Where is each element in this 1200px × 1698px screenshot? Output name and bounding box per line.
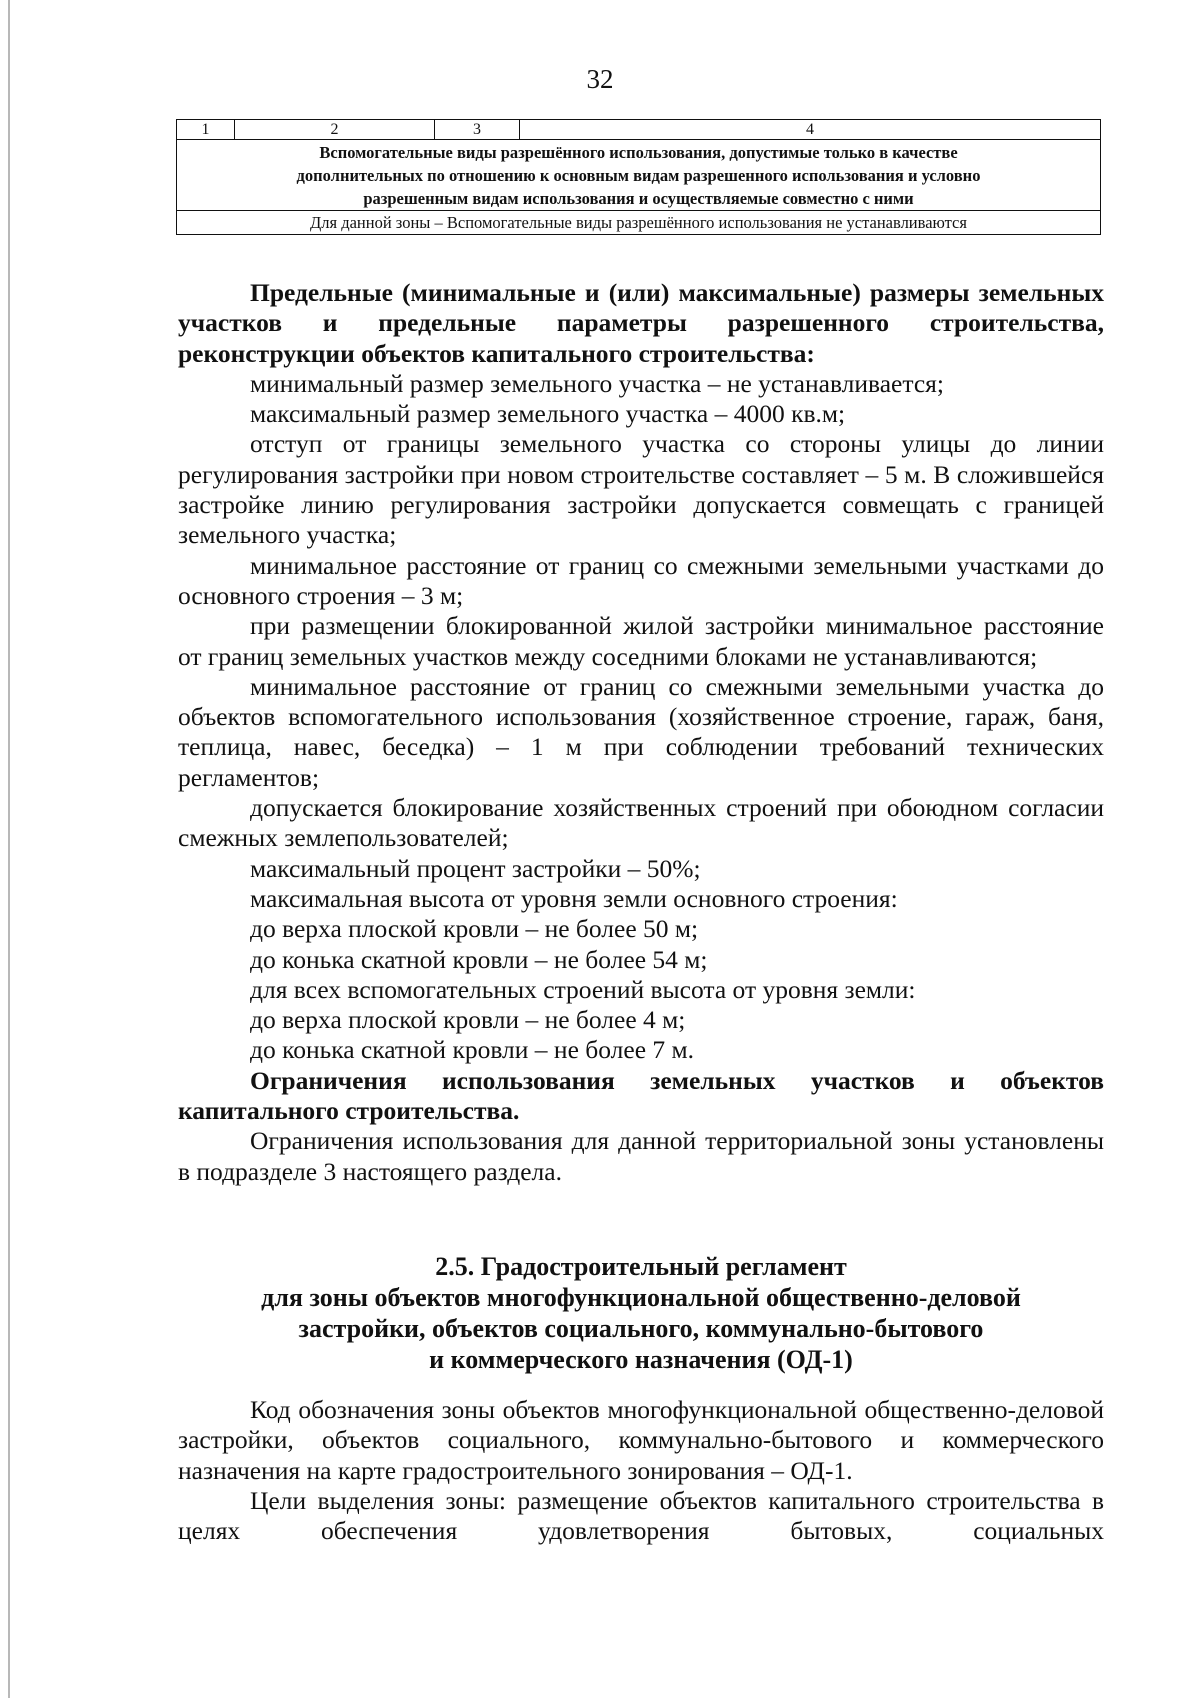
section-title-line: застройки, объектов социального, коммунально-бытового — [298, 1314, 984, 1343]
limit-item: для всех вспомогательных строений высота от уровня земли: — [250, 974, 916, 1004]
table-header-cell: 3 — [435, 120, 520, 140]
limit-item: максимальный процент застройки – 50%; — [250, 853, 701, 883]
page-number: 32 — [586, 64, 614, 94]
limit-item: до верха плоской кровли – не более 4 м; — [250, 1005, 686, 1035]
limit-item: допускается блокирование хозяйственных строений при обоюдном согласии смежных землепользователей; — [178, 793, 1104, 853]
limit-item: до конька скатной кровли – не более 54 м; — [250, 944, 708, 974]
table-header-cell: 1 — [177, 120, 235, 140]
table-subheading-line: дополнительных по отношению к основным видам разрешенного использования и условно — [296, 166, 981, 185]
table-note-row — [177, 211, 1101, 235]
table-subheading-line: разрешенным видам использования и осуществляемые совместно с ними — [363, 189, 914, 208]
section-title — [178, 1251, 1104, 1375]
limit-item: минимальное расстояние от границ со смежными земельными участка до объектов вспомогательного использования (хозяйственное строение, гараж, баня, теплица, навес, беседка) – 1 м при соблюдении требований технических регламентов; — [178, 671, 1104, 792]
table-header-row — [177, 120, 1101, 140]
restrictions-text: Ограничения использования для данной территориальной зоны установлены в подразделе 3 настоящего раздела. — [178, 1126, 1104, 1186]
table-subheading — [177, 140, 1101, 211]
limits-heading: Предельные (минимальные и (или) максимальные) размеры земельных участков и предельные параметры разрешенного строительства, реконструкции объектов капитального строительства: — [178, 278, 1104, 368]
limit-item: до конька скатной кровли – не более 7 м. — [250, 1035, 695, 1065]
table-header-cell: 2 — [235, 120, 435, 140]
zone-code-paragraph: Код обозначения зоны объектов многофункциональной общественно-деловой застройки, объектов социального, коммунально-бытового и коммерческого назначения на карте градостроительного зонирования – ОД-1. — [178, 1395, 1104, 1485]
limit-item: при размещении блокированной жилой застройки минимальное расстояние от границ земельных участков между соседними блоками не устанавливаются; — [178, 611, 1104, 671]
limit-item: минимальное расстояние от границ со смежными земельными участками до основного строения – 3 м; — [178, 550, 1104, 610]
limit-item: минимальный размер земельного участка – не устанавливается; — [250, 368, 944, 398]
table-note: Для данной зоны – Вспомогательные виды разрешённого использования не устанавливаются — [177, 211, 1101, 235]
table-subheading-row — [177, 140, 1101, 211]
section-title-line: и коммерческого назначения (ОД-1) — [429, 1345, 853, 1374]
zone-goals-paragraph: Цели выделения зоны: размещение объектов капитального строительства в целях обеспечения удовлетворения бытовых, социальных — [178, 1485, 1104, 1546]
restrictions-heading: Ограничения использования земельных участков и объектов капитального строительства. — [178, 1065, 1104, 1126]
limits-block — [178, 278, 1104, 1187]
table-subheading-line: Вспомогательные виды разрешённого использования, допустимые только в качестве — [319, 143, 958, 162]
table-header-cell: 4 — [520, 120, 1101, 140]
zone-description-block — [178, 1395, 1104, 1546]
limit-item: до верха плоской кровли – не более 50 м; — [250, 914, 699, 944]
limit-item: максимальная высота от уровня земли основного строения: — [250, 883, 898, 913]
limit-item: максимальный размер земельного участка – 4000 кв.м; — [250, 399, 846, 429]
section-title-line: для зоны объектов многофункциональной общественно-деловой — [261, 1283, 1021, 1312]
section-title-line: 2.5. Градостроительный регламент — [435, 1252, 847, 1281]
regulation-table — [176, 119, 1101, 235]
scan-edge-line — [8, 0, 10, 1698]
limit-item: отступ от границы земельного участка со стороны улицы до линии регулирования застройки при новом строительстве составляет – 5 м. В сложившейся застройке линию регулирования застройки допускается совмещать с границей земельного участка; — [178, 429, 1104, 550]
